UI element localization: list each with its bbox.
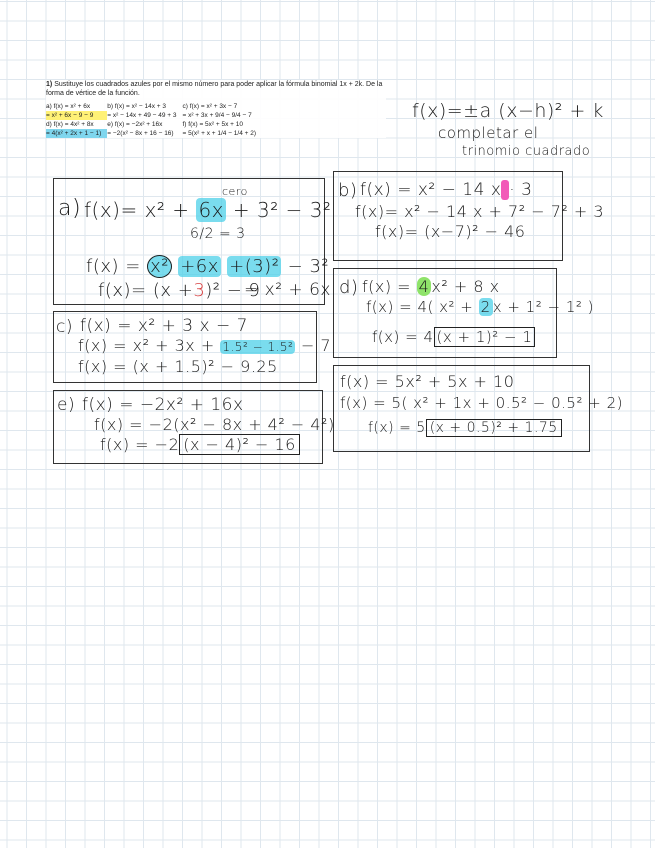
part-c-label: c) xyxy=(56,317,73,337)
exercise-row xyxy=(46,120,262,129)
part-e-line2: f(x) = −2(x² − 8x + 4² − 4²) xyxy=(94,415,335,434)
part-e-line3 xyxy=(100,435,300,454)
part-d-line3 xyxy=(372,328,535,346)
part-a-3-highlight: +(3)² xyxy=(229,256,280,277)
exercise-cell: a) f(x) = x² + 6x xyxy=(46,103,91,110)
part-d-highlight: 4 xyxy=(418,277,430,296)
part-a-line2-pre: f(x) = xyxy=(86,256,141,277)
exercise-cell: e) f(x) = −2x² + 16x xyxy=(107,121,163,128)
trinomio-note: trinomio cuadrado xyxy=(462,144,591,159)
part-f-line3-pre: f(x) = 5 xyxy=(368,420,426,436)
exercise-cell: = 4(x² + 2x + 1 − 1) xyxy=(46,129,107,138)
part-b-line1 xyxy=(360,180,532,200)
exercise-cell: = 5(x² + x + 1/4 − 1/4 + 2) xyxy=(182,130,257,137)
part-a-equals: = x² + 6x xyxy=(244,280,331,300)
part-c-line1: f(x) = x² + 3 x − 7 xyxy=(80,316,248,336)
part-a-line1-post: + 3² − 3² xyxy=(232,198,332,222)
part-a-line3-post: )² − 9 xyxy=(205,280,261,301)
part-a-6x-highlight: +6x xyxy=(180,256,219,277)
exercise-row xyxy=(46,102,262,111)
part-a-cero: cero xyxy=(222,185,248,198)
part-a-line2-post: − 3² xyxy=(287,256,330,277)
part-c-line2-pre: f(x) = x² + 3x + xyxy=(78,336,215,355)
part-f-line2: f(x) = 5( x² + 1x + 0.5² − 0.5² + 2) xyxy=(340,394,623,412)
part-c-line2 xyxy=(78,336,331,355)
part-b-label: b) xyxy=(338,180,358,201)
part-f-bracket: (x + 0.5)² + 1.75 xyxy=(426,419,562,437)
part-d-line2-pre: f(x) = 4( x² + xyxy=(366,298,474,316)
exercise-cell: f) f(x) = 5x² + 5x + 10 xyxy=(182,121,243,128)
exercise-cell: = −2(x² − 8x + 16 − 16) xyxy=(107,130,174,137)
exercise-number: 1) xyxy=(46,81,53,88)
part-c-highlight: 1.5² − 1.5² xyxy=(222,340,294,354)
part-f-line3 xyxy=(368,420,562,436)
part-b-line3: f(x)= (x−7)² − 46 xyxy=(375,222,526,241)
part-c-line3: f(x) = (x + 1.5)² − 9.25 xyxy=(78,357,278,376)
part-d-line1 xyxy=(362,277,500,296)
exercise-cell: = x² − 14x + 49 − 49 + 3 xyxy=(107,112,177,119)
part-e-line1: f(x) = −2x² + 16x xyxy=(82,395,244,415)
part-a-line3-red: 3 xyxy=(193,280,206,301)
exercise-cell: = x² + 6x − 9 − 9 xyxy=(46,111,107,120)
exercise-cell: b) f(x) = x² − 14x + 3 xyxy=(107,103,166,110)
exercise-row xyxy=(46,129,262,138)
part-e-bracket: (x − 4)² − 16 xyxy=(179,434,300,455)
part-d-bracket: (x + 1)² − 1 xyxy=(434,327,536,347)
vertex-formula-note: f(x)=±a (x−h)² + k xyxy=(412,100,604,122)
part-d-highlight-2: 2 xyxy=(480,298,491,316)
part-b-line1-post: · 3 xyxy=(509,180,533,200)
completar-note: completar el xyxy=(438,124,539,142)
printed-exercise xyxy=(46,80,386,138)
exercise-table xyxy=(46,102,262,138)
exercise-cell: = x² + 3x + 9/4 − 9/4 − 7 xyxy=(182,112,252,119)
exercise-cell: c) f(x) = x² + 3x − 7 xyxy=(182,103,238,110)
part-d-line1-post: x² + 8 x xyxy=(431,277,500,296)
part-e-label: e) xyxy=(57,395,76,415)
part-d-line3-pre: f(x) = 4 xyxy=(372,328,434,346)
part-a-line1-pre: f(x)= x² + xyxy=(84,198,190,222)
part-a-x2-circled: x² xyxy=(147,255,172,278)
part-a-line1 xyxy=(84,198,331,222)
part-b-line1-pre: f(x) = x² − 14 x xyxy=(360,180,502,200)
part-a-line2 xyxy=(86,256,329,277)
part-a-line3 xyxy=(98,280,261,301)
exercise-row xyxy=(46,111,262,120)
exercise-instruction xyxy=(46,80,386,98)
part-d-label: d) xyxy=(339,277,359,298)
part-f-line1: f(x) = 5x² + 5x + 10 xyxy=(340,372,515,391)
part-a-label: a) xyxy=(58,196,82,221)
part-d-line2-post: x + 1² − 1² ) xyxy=(492,298,595,316)
part-c-line2-post: − 7 xyxy=(300,336,332,355)
part-a-line3-pre: f(x)= (x + xyxy=(98,280,194,301)
part-d-line2 xyxy=(366,298,594,316)
part-d-line1-pre: f(x) = xyxy=(362,277,412,296)
part-a-line1-highlight: 6x xyxy=(198,198,224,222)
part-e-line3-pre: f(x) = −2 xyxy=(100,435,180,454)
part-a-fraction: 6/2 = 3 xyxy=(190,226,246,242)
exercise-cell: d) f(x) = 4x² + 8x xyxy=(46,121,94,128)
part-b-line2: f(x)= x² − 14 x + 7² − 7² + 3 xyxy=(355,202,605,221)
instruction-text: Sustituye los cuadrados azules por el mismo número para poder aplicar la fórmula binomial 1x + 2k. De la forma de vértice de la función. xyxy=(46,81,383,97)
